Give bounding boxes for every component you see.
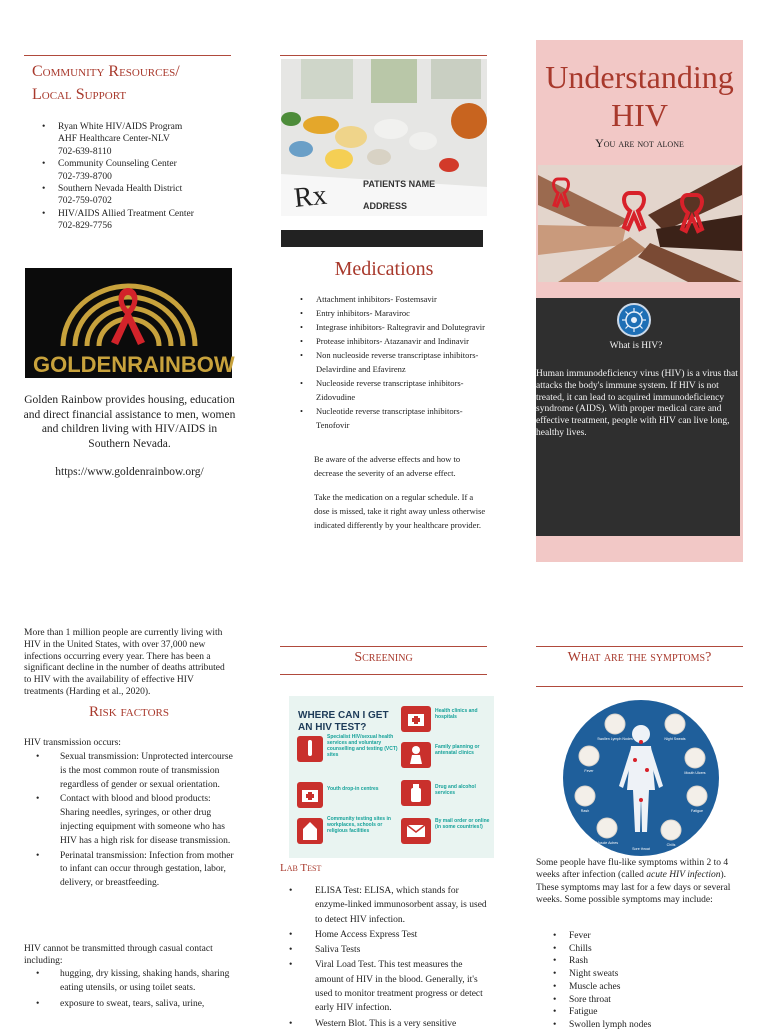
diagram-label-fever: Fever [584, 769, 594, 773]
lab-test-title: Lab Test [280, 862, 322, 874]
list-item: • Nucleoside reverse transcriptase inhibitors-Zidovudine [300, 376, 490, 404]
list-item: • Viral Load Test. This test measures the amount of HIV in the blood. Generally, it's used to monitor treatment progress or detect early HIV infection. [289, 958, 489, 1015]
list-item: • Southern Nevada Health District 702-759-0702 [42, 183, 232, 208]
divider [280, 55, 487, 56]
diagram-label-lymph: Swollen Lymph Nodes [597, 737, 633, 741]
list-item: • Attachment inhibitors- Fostemsavir [300, 292, 490, 306]
list-item: • Swollen lymph nodes [553, 1019, 733, 1032]
symptoms-title: What are the symptoms? [567, 650, 712, 665]
list-item: • exposure to sweat, tears, saliva, urine, [36, 998, 234, 1012]
virus-icon [617, 303, 651, 337]
divider [536, 686, 743, 687]
list-item: • Protease inhibitors- Atazanavir and Indinavir [300, 334, 490, 348]
poster-item: Specialist HIV/sexual health services and voluntary counselling and testing (VCT) sites [327, 734, 398, 758]
hands-photo [538, 165, 742, 282]
patient-name-label: PATIENTS NAME [363, 179, 436, 189]
medications-note-schedule: Take the medication on a regular schedule. If a dose is missed, take it right away unless otherwise indicated differently by your healthcare provider. [314, 492, 486, 530]
envelope-icon [401, 818, 431, 844]
pills-photo [281, 59, 487, 216]
address-label: ADDRESS [363, 201, 408, 211]
bottle-icon [401, 780, 431, 806]
church-icon [297, 818, 323, 844]
medications-title: Medications [334, 258, 434, 280]
list-item: • Chills [553, 943, 733, 956]
community-title: Community Resources/ Local Support [32, 63, 180, 103]
list-item: • Community Counseling Center 702-739-8700 [42, 158, 232, 183]
golden-rainbow-logo [25, 268, 235, 378]
list-item: • Fatigue [553, 1006, 733, 1019]
diagram-label-muscle: Muscle Aches [595, 841, 619, 845]
medications-list [300, 292, 490, 432]
list-item: • Western Blot. This is a very sensitive [289, 1017, 489, 1031]
medical-kit-icon [297, 782, 323, 808]
list-item: • Muscle aches [553, 981, 733, 994]
lab-test-list [289, 884, 489, 1031]
list-item: • Entry inhibitors- Maraviroc [300, 306, 490, 320]
list-item: • Non nucleoside reverse transcriptase inhibitors- Delavirdine and Efavirenz [300, 348, 490, 376]
list-item: • Night sweats [553, 968, 733, 981]
list-item: • Rash [553, 955, 733, 968]
golden-rainbow-description: Golden Rainbow provides housing, education and direct financial assistance to men, women and children living with HIV/AIDS in Southern Nevada. [23, 394, 236, 450]
diagram-label-rash: Rash [580, 809, 590, 813]
community-list [42, 121, 232, 233]
list-item: • Perinatal transmission: Infection from mother to infant can occur through gestation, labor, delivery, or breastfeeding. [36, 850, 234, 891]
casual-contact-label: HIV cannot be transmitted through casual contact including: [24, 944, 213, 966]
poster-item: Drug and alcohol services [435, 784, 476, 796]
list-item: • Saliva Tests [289, 943, 489, 957]
list-item: • HIV/AIDS Allied Treatment Center 702-829-7756 [42, 208, 232, 233]
person-icon [401, 742, 431, 768]
poster-item: Family planning or antenatal clinics [435, 744, 480, 756]
diagram-label-fatigue: Fatigue [691, 809, 703, 813]
symptoms-list [553, 930, 733, 1032]
casual-contact-list [36, 968, 234, 1012]
transmission-label: HIV transmission occurs: [24, 738, 121, 748]
divider [24, 55, 231, 56]
list-item: • ELISA Test: ELISA, which stands for enzyme-linked immunosorbent assay, is used to detect HIV infection. [289, 884, 489, 927]
diagram-label-sweats: Night Sweats [664, 737, 686, 741]
symptoms-diagram [563, 700, 719, 856]
list-item: • Nucleotide reverse transcriptase inhibitors-Tenofovir [300, 404, 490, 432]
symptoms-intro: Some people have flu-like symptoms within 2 to 4 weeks after infection (called acute HIV infection). These symptoms may last for a few days or several weeks. Some possible symptoms may include: [536, 858, 731, 905]
list-item: • Home Access Express Test [289, 928, 489, 942]
transmission-list [36, 751, 234, 891]
list-item: • Integrase inhibitors- Raltegravir and Dolutegravir [300, 320, 490, 334]
what-is-hiv-label: What is HIV? [609, 341, 663, 351]
poster-item: Health clinics and hospitals [435, 708, 478, 720]
list-item: • hugging, dry kissing, shaking hands, sharing eating utensils, or using toilet seats. [36, 968, 234, 995]
list-item: • Sexual transmission: Unprotected intercourse is the most common route of transmission regardless of gender or sexual orientation. [36, 751, 234, 792]
poster-title: WHERE CAN I GET AN HIV TEST? [298, 710, 389, 733]
screening-title: Screening [354, 650, 413, 665]
diagram-label-throat: Sore throat [632, 847, 650, 851]
hiv-test-poster [289, 696, 494, 858]
list-item: • Fever [553, 930, 733, 943]
diagram-label-chills: Chills [666, 843, 676, 847]
divider [536, 646, 743, 647]
first-aid-icon [401, 706, 431, 732]
test-tube-icon [297, 736, 323, 762]
list-item: • Sore throat [553, 994, 733, 1007]
golden-rainbow-link[interactable]: https://www.goldenrainbow.org/ [55, 466, 204, 478]
divider [280, 646, 487, 647]
poster-item: Youth drop-in centres [327, 786, 379, 792]
list-item: • Ryan White HIV/AIDS Program AHF Healthcare Center-NLV 702-639-8110 [42, 121, 232, 158]
logo-wordmark: GOLDENRAINBOW [33, 352, 235, 377]
poster-item: By mail order or online (in some countries!) [435, 818, 490, 830]
cover-title: Understanding HIV [545, 59, 734, 133]
diagram-label-ulcers: Mouth Ulcers [684, 771, 706, 775]
cover-subtitle: You are not alone [595, 136, 684, 150]
poster-item: Community testing sites in workplaces, schools or religious facilities [327, 816, 391, 834]
medications-note-adverse: Be aware of the adverse effects and how to decrease the severity of an adverse effect. [314, 454, 461, 478]
rx-label: Rx [292, 179, 329, 214]
list-item: • Contact with blood and blood products: Sharing needles, syringes, or other drug injecting equipment with someone who has HIV has a high risk for disease transmission. [36, 793, 234, 848]
risk-factors-title: Risk factors [89, 704, 169, 720]
divider [280, 674, 487, 675]
intro-paragraph: More than 1 million people are currently living with HIV in the United States, with over 37,000 new infections occurring every year. There has been a significant decline in the number of deaths attributed to HIV with the availability of effective HIV treatments (Harding et al., 2020). [24, 628, 225, 697]
dark-bar [281, 230, 483, 247]
what-is-hiv-text: Human immunodeficiency virus (HIV) is a virus that attacks the body's immune system. If HIV is not treated, it can lead to acquired immunodeficiency syndrome (AIDS). With proper medical care and effective treatment, people with HIV can live long, healthy lives. [536, 369, 738, 438]
